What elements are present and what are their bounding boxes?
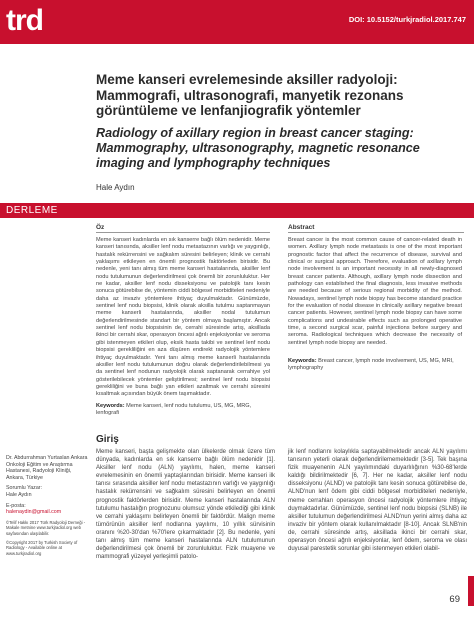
author-name: Hale Aydın (96, 183, 135, 192)
abstract-tr-keywords (96, 403, 270, 418)
article-titles (96, 72, 466, 171)
page-tab (468, 576, 474, 606)
copyright-turkish: ©Telif Hakkı 2017 Türk Radyoloji Derneği - Makale metnine www.turkjradiol.org web sayfasından ulaşılabilir. (6, 519, 86, 536)
keywords-tr-values: Meme kanseri, lenf nodu tutulumu, US, MG, MRG, lenfografi (96, 403, 252, 417)
abstract-en-rule (288, 232, 464, 233)
sidebar-notes (6, 455, 88, 560)
abstract-tr-heading: Öz (96, 224, 105, 231)
email-block (6, 503, 88, 516)
keywords-en-values: Breast cancer, lymph node involvement, US, MG, MRI, lymphography (288, 358, 454, 372)
article-title-turkish: Meme kanseri evrelemesinde aksiller radyoloji: Mammografi, ultrasonografi, manyetik rezonans görüntüleme ve lenfanjiografik yöntemler (96, 72, 404, 118)
corresponding-author (6, 485, 88, 498)
intro-heading: Giriş (96, 434, 119, 445)
abstract-en-text: Breast cancer is the most common cause of cancer-related death in women. Axillary lymph node metastasis is one of the most important prognostic factor that affect the recurrence of disease, survival and clinical or surgical approach. Therefore, evaluation of axillary lymph node involvement is an important necessity in all newly-diagnosed breast cancer patients. Although, axillary lymph node dissection and pathology can established the final diagnosis, less invasive methods are needed because of serious regional morbidity of the method. Nowadays, sentinel lymph node biopsy has become standard practice for the evaluation of nodal disease in clinically axillary negative breast cancer patients. However, sentinel lymph node biopsy can have some complications and undesirable effects such as prolonged operative time, a second surgical scar, painful injections before surgery and seroma. Radiological techniques which decrease the necessity of sentinel lymph node biopsy are needed. (288, 237, 462, 346)
email-link[interactable]: halenaydin@gmail.com (6, 509, 62, 516)
page-number: 69 (449, 594, 460, 605)
author-affiliation: Dr. Abdurrahman Yurtaslan Ankara Onkoloji Eğitim ve Araştırma Hastanesi, Radyoloji Kliniği, Ankara, Türkiye (6, 455, 88, 481)
abstract-tr-text: Meme kanseri kadınlarda en sık kanserre bağlı ölüm nedenidir. Meme kanseri tanısında, aksiller lenf nodu metastazının varlığı ve yaygınlığı, hastalık rekürrensini ve sağkalım süresini belirleyen; klinik ve cerrahi yaklaşımı etkileyen en önemli prognostik faktörleden birisidir. Bu nedenle, yeni tanı almış tüm meme kanseri hastalarında, aksiller lenf nodu tutulumunun değerlendirilmesi çok önemli bir zorunluluktur. Her ne kadar, aksiller lenf nodu disseksiyonu ve patolojik tanı kesin sonuca götürebilse de, yöntemin ciddi bölgesel morbiditeleri nedeniyle daha az invaziv yöntemlere ihtiyaç duyulmaktadır. Günümüzde, sentinel lenf nodu biopsisi, klinik olarak aksilla tutulmu saptanmayan meme kanserli hastalarında, aksiller nodal tutulumun değerlendirilmesinde standart bir yöntem olmaya başlamıştır. Ancak sentinel lenf nodu biopsisinin de, cerrahi süresinde artış, aksillada ikinci bir cerrahi skar, operasyon öncesi ağrılı enjeksiyonlar ve seroma gibi istenmeyen etkileri olup, eksik hasta takibi ve sentinel lenf nodu biopsisi gerekliliğini en aza düşüren endirekt radyolojik yöntemlere ihtiyaç duyulmaktadır. Yeni tanı almış meme kanserli hastalarında aksiller lenf nodu tutulumunun doğru olarak değerlendirilebilmesi ya da sentinel lenf nodunun radyolojik olarak saptanarak cerrahiye yol gösterilebilecek yöntemler geliştirilmesi; sentinel lenf nodu biopsisi gerekliliğini ve buna bağlı yan etkileri azaltmak ve cerrahi süresini kısaltmak açısından büyük önem taşımaktadır. (96, 237, 270, 398)
section-band (0, 203, 474, 218)
copyright-english: ©Copyright 2017 by Turkish Society of Radiology - Available online at www.turkjradiol.org (6, 539, 78, 556)
intro-column-1: Meme kanseri, başta gelişmekte olan ülkelerde olmak üzere tüm dünyada, kadınlarda en sık kanserre bağlı ölüm nedenidir [1]. Aksiller lenf nodu (ALN) yayılımı, halen, meme kanseri evrelemesinin en önemli yaptaşlarından birisidir. Meme kanseri ilk tanısı sırasında aksiller lenf nodu metastazının varlığı ve yaygınlığı hastalık rekürrensini ve sağkalım süresini belirleyen en önemli prognostik faktörlerden birisidir. Meme kanseri hastalarında ALN tutulumu hastalığın prognozunu olumsuz yönde etkilediği gibi klinik ve cerrahi yaklaşımı belirleyen önemli bir faktördür. Malign meme tümörünün aksiller lenf nodlarına yayılımı, 10 yıllık sürvisinin oranını %20-30'dan %70'lere çıkarmaktadır [2]. Bu nedenle, yeni tanı almış tüm meme kanseri hastalarında ALN tutulumunun değerlendirilmesi çok önemli bir zorunluluktur. Fizik muayene ve mammografi yüzeyel yerleşimli patolo- (96, 449, 275, 561)
doi-label[interactable]: DOI: 10.5152/turkjradiol.2017.747 (348, 15, 466, 24)
abstract-tr-rule (96, 232, 270, 233)
abstract-en-keywords (288, 358, 462, 373)
keywords-tr-label: Keywords: (96, 403, 125, 409)
abstract-en-heading: Abstract (288, 224, 315, 231)
journal-logo: trd (6, 4, 43, 37)
keywords-en-label: Keywords: (288, 358, 317, 364)
corresponding-name: Hale Aydın (6, 491, 32, 498)
article-title-english: Radiology of axillary region in breast cancer staging: Mammography, ultrasonography, magnetic resonance imaging and lymphography techniques (96, 125, 420, 170)
section-label: DERLEME (6, 205, 58, 216)
journal-header-bar (0, 0, 474, 44)
intro-column-2: jik lenf nodlarını kolaylıkla saptayabilmektedir ancak ALN yayılımı tanısının yeterli olarak değerlendirilememektedir [3-5]. Tek başına fizik muayenenin ALN yayılımındaki duyarlılığının %30-68'lerde kaldığı bildirilmektedir [6, 7]. Her ne kadar, aksiller lenf nodu disseksiyonu (ALND) ve patolojik tanı kesin sonuca götürebilse de, ALND'nun lenf ödem gibi ciddi bölgesel morbiditeleri nedeniyle, meme cerrahları operasyon öncesi radyolojik yöntemlere ihtiyaç duymaktadırlar. Günümüzde, sentinel lenf nodu biopsisi (SLNB) ile aksiller tutulumun değerlendirilmesi ALND'nun yerini almış daha az invaziv bir yöntem olarak kullanılmaktadır [8-10]. Ancak SLNB'nin de, cerrahi süresinde artış, aksillada ikinci bir cerrahi skar, operasyon öncesi ağrılı enjeksiyonlar, lenf ödem, seroma ve olası duyusal parestetik sorunlar gibi istenmeyen etkileri olabil- (288, 449, 467, 553)
email-label: E-posta: (6, 502, 26, 509)
corresponding-label: Sorumlu Yazar: (6, 485, 43, 492)
